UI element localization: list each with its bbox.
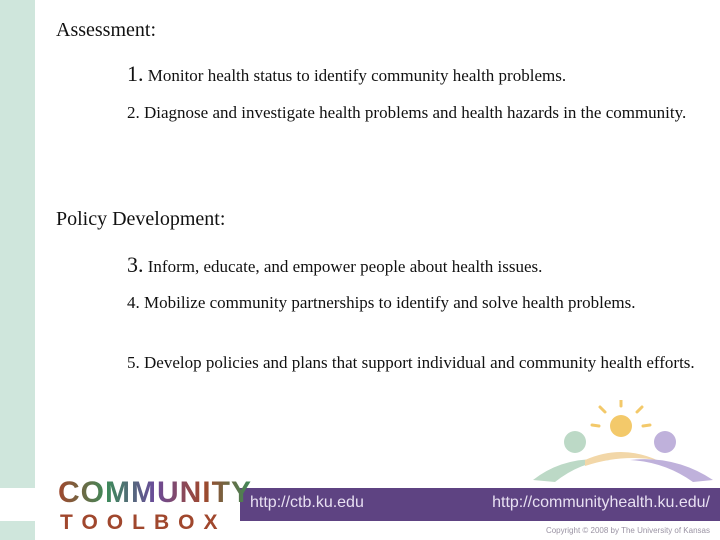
item-number: 5. [127, 353, 140, 372]
logo-toolbox-text: TOOLBOX [60, 511, 227, 534]
sun-disc [610, 415, 632, 437]
logo-community-text: COMMUNITY [58, 476, 252, 509]
item-2 [56, 101, 696, 125]
item-text: Develop policies and plans that support individual and community health efforts. [139, 353, 695, 372]
item-1 [56, 62, 696, 88]
copyright-text: Copyright © 2008 by The University of Kansas [545, 526, 710, 535]
ctb-url-link[interactable]: http://ctb.ku.edu [250, 494, 364, 511]
item-3 [56, 253, 696, 279]
item-number: 2. [127, 103, 140, 122]
item-text: Inform, educate, and empower people about health issues. [143, 257, 543, 276]
section-heading-assessment: Assessment: [56, 19, 156, 41]
item-5 [56, 351, 696, 375]
person-head-purple [654, 431, 676, 453]
left-decorative-band [0, 0, 35, 540]
item-text: Diagnose and investigate health problems and health hazards in the community. [139, 103, 687, 122]
community-people-logo [525, 400, 720, 490]
item-text: Monitor health status to identify community health problems. [143, 66, 567, 85]
person-arm-tan [585, 452, 657, 466]
item-number: 1. [127, 61, 144, 86]
item-4 [56, 291, 696, 315]
section-heading-policy-development: Policy Development: [56, 208, 226, 230]
item-number: 3. [127, 252, 144, 277]
communityhealth-url-link[interactable]: http://communityhealth.ku.edu/ [492, 494, 710, 511]
item-number: 4. [127, 293, 140, 312]
item-text: Mobilize community partnerships to identify and solve health problems. [139, 293, 636, 312]
person-arm-purple [630, 459, 713, 482]
person-head-green [564, 431, 586, 453]
person-arm-green [533, 459, 610, 482]
